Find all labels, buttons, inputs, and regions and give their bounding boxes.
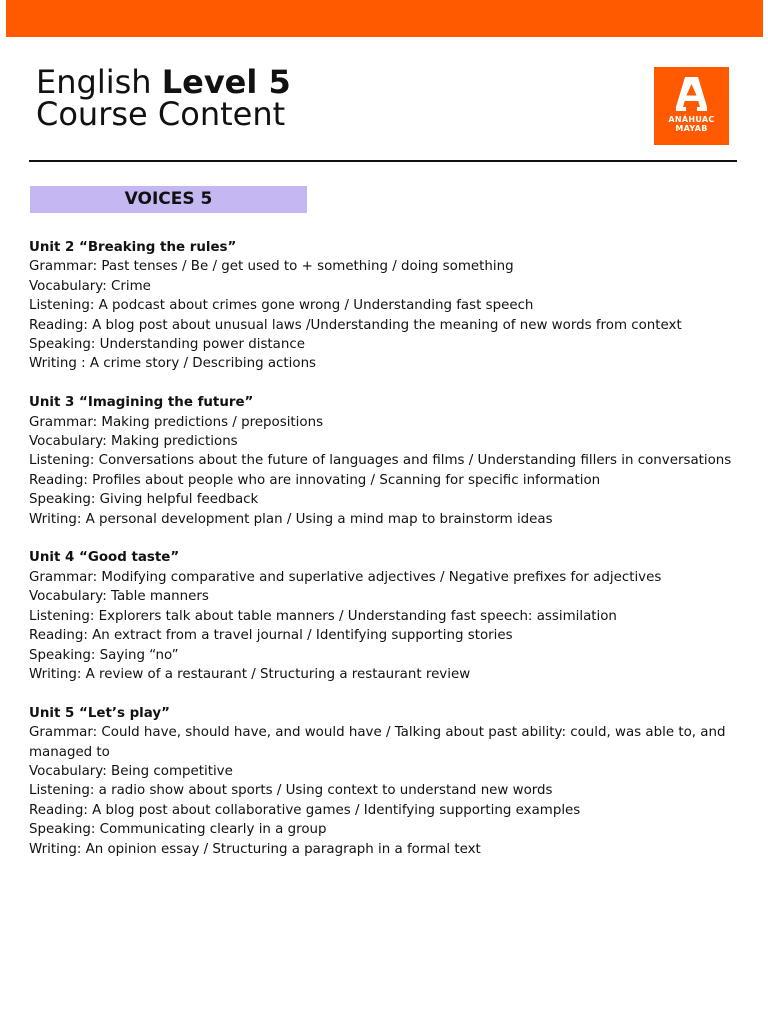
unit-line-speaking: Speaking: Saying “no” (29, 647, 179, 663)
unit-line-speaking: Speaking: Understanding power distance (29, 337, 305, 353)
unit-line-grammar: Grammar: Could have, should have, and would have / Talking about past ability: could, was able to, and managed to (29, 725, 726, 760)
unit-line-speaking: Speaking: Communicating clearly in a group (29, 822, 327, 838)
unit-line-reading: Reading: Profiles about people who are innovating / Scanning for specific information (29, 472, 601, 488)
logo-line-1: ANÁHUAC (668, 115, 715, 124)
unit-4 (29, 548, 739, 684)
unit-line-listening: Listening: Explorers talk about table manners / Understanding fast speech: assimilation (29, 608, 617, 624)
logo-a-icon (675, 76, 708, 112)
unit-line-vocabulary: Vocabulary: Being competitive (29, 763, 233, 779)
book-title-badge: VOICES 5 (30, 186, 307, 213)
unit-line-grammar: Grammar: Past tenses / Be / get used to + something / doing something (29, 259, 514, 275)
unit-line-vocabulary: Vocabulary: Crime (29, 278, 151, 294)
logo-wordmark (654, 115, 729, 133)
unit-line-vocabulary: Vocabulary: Table manners (29, 589, 209, 605)
unit-line-reading: Reading: An extract from a travel journal / Identifying supporting stories (29, 628, 513, 644)
unit-line-speaking: Speaking: Giving helpful feedback (29, 492, 259, 508)
unit-line-writing: Writing: A review of a restaurant / Structuring a restaurant review (29, 666, 471, 682)
unit-title: Unit 5 “Let’s play” (29, 705, 170, 721)
page-title (36, 63, 291, 133)
unit-title: Unit 2 “Breaking the rules” (29, 240, 237, 255)
units-list (29, 238, 739, 878)
header-divider (29, 160, 737, 162)
anahuac-mayab-logo (654, 67, 729, 145)
unit-line-writing: Writing: An opinion essay / Structuring a paragraph in a formal text (29, 841, 481, 857)
unit-3 (29, 393, 739, 529)
title-prefix: English (36, 63, 162, 101)
unit-line-reading: Reading: A blog post about unusual laws /Understanding the meaning of new words from context (29, 317, 682, 333)
top-accent-bar (6, 0, 763, 37)
unit-line-listening: Listening: A podcast about crimes gone wrong / Understanding fast speech (29, 298, 534, 314)
title-line-1 (36, 63, 291, 101)
title-line-2: Course Content (36, 95, 286, 133)
unit-2 (29, 238, 739, 374)
unit-line-reading: Reading: A blog post about collaborative games / Identifying supporting examples (29, 802, 581, 818)
unit-line-listening: Listening: Conversations about the future of languages and films / Understanding fillers in conversations (29, 453, 732, 469)
unit-title: Unit 4 “Good taste” (29, 550, 180, 566)
title-level: Level 5 (161, 63, 291, 101)
unit-line-grammar: Grammar: Modifying comparative and superlative adjectives / Negative prefixes for adjectives (29, 569, 662, 585)
unit-line-vocabulary: Vocabulary: Making predictions (29, 434, 238, 450)
unit-line-listening: Listening: a radio show about sports / Using context to understand new words (29, 783, 553, 799)
unit-title: Unit 3 “Imagining the future” (29, 395, 254, 411)
unit-line-writing: Writing : A crime story / Describing actions (29, 356, 317, 372)
logo-line-2: MAYAB (675, 124, 708, 133)
unit-5 (29, 704, 739, 859)
unit-line-writing: Writing: A personal development plan / Using a mind map to brainstorm ideas (29, 511, 553, 527)
unit-line-grammar: Grammar: Making predictions / prepositions (29, 414, 324, 430)
